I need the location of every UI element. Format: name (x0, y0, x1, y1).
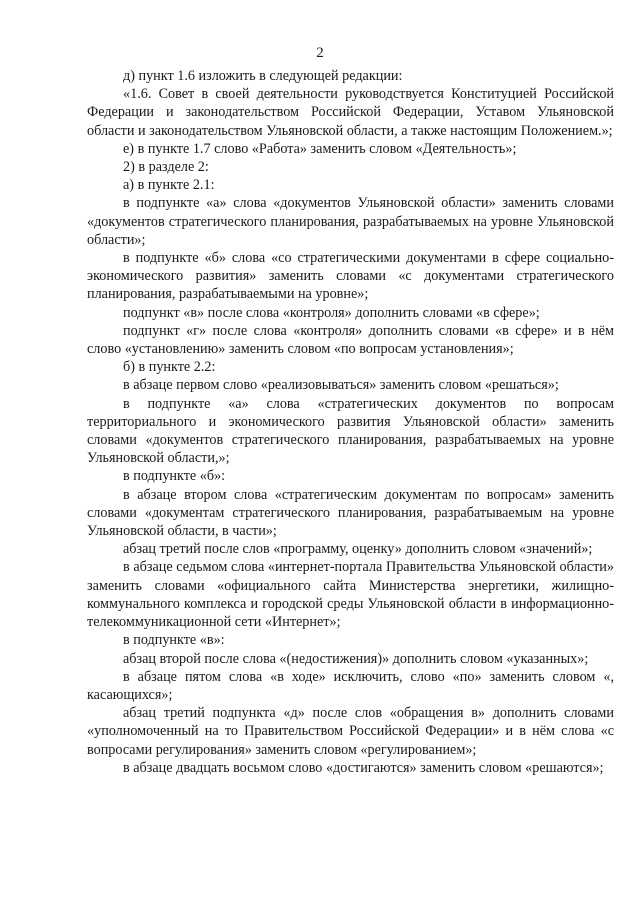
paragraph: абзац третий подпункта «д» после слов «обращения в» дополнить словами «уполномоченный на то Правительством Российской Федерации» и в нём слова «с вопросами регулирования» заменить словом «регулированием»; (87, 705, 614, 758)
paragraph: в абзаце втором слова «стратегическим документам по вопросам» заменить словами «документам стратегического планирования, разрабатываемым на уровне Ульяновской области, в части»; (87, 486, 614, 540)
paragraph: в подпункте «б»: (123, 468, 226, 485)
paragraph: в абзаце пятом слова «в ходе» исключить, слово «по» заменить словом «, касающихся»; (87, 668, 614, 703)
paragraph: д) пункт 1.6 изложить в следующей редакции: (123, 68, 403, 84)
page-number: 2 (316, 45, 324, 61)
paragraph: в подпункте «б» слова «со стратегическими документами в сфере социально-экономического развития» заменить словами «с документами стратегического планирования, разрабатываемыми на уровне»; (87, 250, 614, 303)
paragraph: абзац третий после слов «программу, оценку» дополнить словом «значений»; (123, 541, 593, 558)
paragraph: в абзаце седьмом слова «интернет-портала Правительства Ульяновской области» заменить словами «официального сайта Министерства энергетики, жилищно-коммунального комплекса и городской среды Ульяновской области в информационно-телекоммуникационной сети «Интернет»; (87, 559, 614, 631)
document-body (87, 67, 614, 777)
paragraph: подпункт «г» после слова «контроля» дополнить словами «в сфере» и в нём слово «установлению» заменить словом «по вопросам установления»; (87, 322, 614, 358)
paragraph: б) в пункте 2.2: (123, 359, 216, 376)
paragraph: в подпункте «а» слова «стратегических документов по вопросам территориального и экономического развития Ульяновской области» заменить словами «документов стратегического планирования, разрабатываемых на уровне Ульяновской области,»; (87, 395, 614, 467)
paragraph: е) в пункте 1.7 слово «Работа» заменить словом «Деятельность»; (123, 140, 517, 157)
paragraph: абзац второй после слова «(недостижения)» дополнить словом «указанных»; (123, 650, 589, 667)
paragraph: в абзаце первом слово «реализовываться» заменить словом «решаться»; (123, 377, 559, 394)
paragraph: в подпункте «а» слова «документов Ульяновской области» заменить словами «документов стратегического планирования, разрабатываемых на уровне Ульяновской области»; (87, 195, 614, 248)
paragraph: «1.6. Совет в своей деятельности руководствуется Конституцией Российской Федерации и законодательством Российской Федерации, Уставом Ульяновской области и законодательством Ульяновской области, а также настоящим Положением.»; (87, 86, 614, 139)
paragraph: подпункт «в» после слова «контроля» дополнить словами «в сфере»; (123, 304, 540, 321)
paragraph: в абзаце двадцать восьмом слово «достигаются» заменить словом «решаются»; (123, 759, 604, 776)
paragraph: в подпункте «в»: (123, 632, 225, 649)
paragraph: а) в пункте 2.1: (123, 177, 215, 194)
paragraph: 2) в разделе 2: (123, 159, 209, 176)
